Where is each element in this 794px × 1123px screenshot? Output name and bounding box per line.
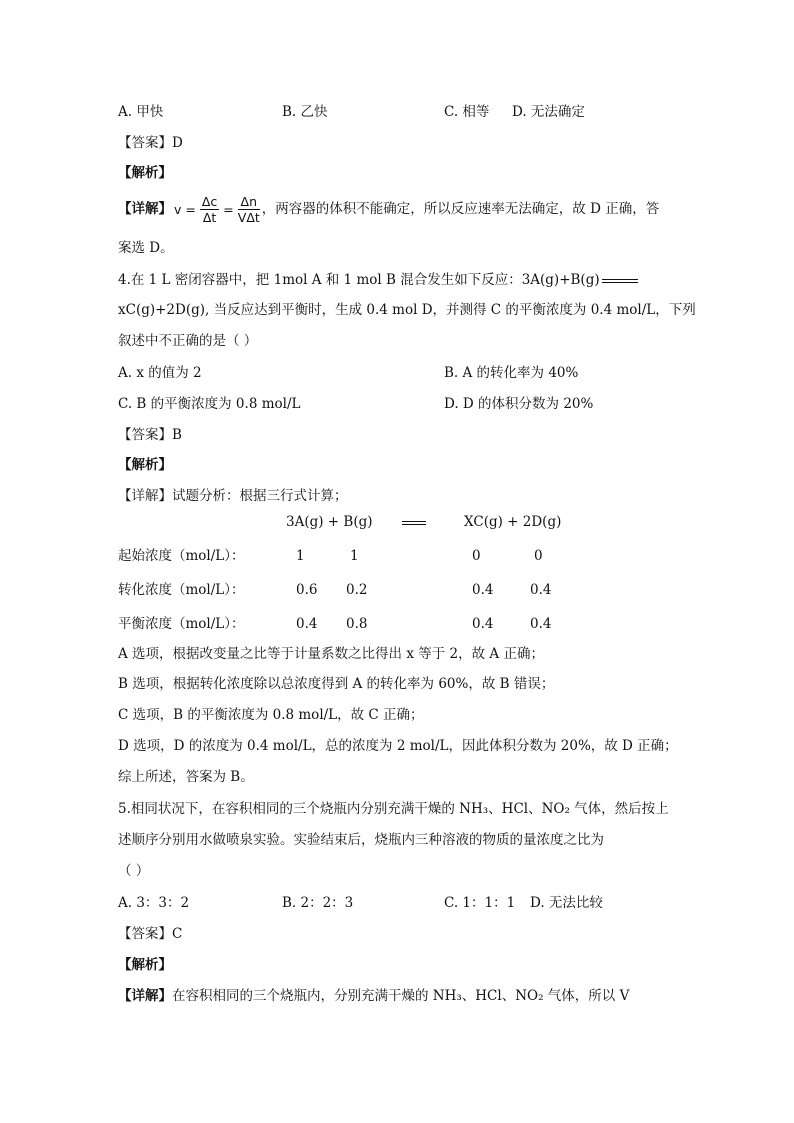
q5-stem-line2: 述顺序分别用水做喷泉实验。实验结束后，烧瓶内三种溶液的物质的量浓度之比为 [118,832,604,848]
row-eq-d: 0.4 [530,616,552,632]
row-eq-a: 0.4 [296,616,318,632]
formula-num-1: Δc [201,194,218,209]
q3-detail-line2: 案选 D。 [118,240,174,256]
row-eq-label: 平衡浓度（mol/L）： [118,616,245,632]
q5-option-a: A. 3：3：2 [118,895,190,911]
q4-stem-line2: xC(g)+2D(g), 当反应达到平衡时，生成 0.4 mol D，并测得 C 的平衡浓度为 0.4 mol/L，下列 [118,302,696,318]
formula-eq: = [223,201,234,217]
row-eq-b: 0.8 [346,616,368,632]
q4-option-c: C. B 的平衡浓度为 0.8 mol/L [118,396,301,412]
q4-line-b: B 选项，根据转化浓度除以总浓度得到 A 的转化率为 60%，故 B 错误； [118,676,555,692]
formula-den-1: Δt [202,210,217,225]
q3-option-d: D. 无法确定 [512,104,585,120]
q5-analysis-label: 【解析】 [118,957,172,973]
q5-detail-text: 在容积相同的三个烧瓶内，分别充满干燥的 NH₃、HCl、NO₂ 气体，所以 V [172,988,630,1004]
row-change-a: 0.6 [296,582,318,598]
row-change-c: 0.4 [472,582,494,598]
row-change-b: 0.2 [346,582,368,598]
eq-right: XC(g) + 2D(g) [464,514,562,530]
q3-option-a: A. 甲快 [118,104,164,120]
q5-option-c: C. 1：1：1 [444,895,516,911]
q5-detail-line [118,986,629,1006]
row-change-label: 转化浓度（mol/L）： [118,582,245,598]
row-start-c: 0 [472,548,481,564]
row-start-label: 起始浓度（mol/L）： [118,548,245,564]
q3-analysis-label: 【解析】 [118,165,172,181]
q4-line-a: A 选项，根据改变量之比等于计量系数之比得出 x 等于 2，故 A 正确； [118,646,544,662]
formula-frac-2 [238,194,260,225]
q4-stem-text1: 4.在 1 L 密闭容器中，把 1mol A 和 1 mol B 混合发生如下反应：3A(g)+B(g) [118,272,600,288]
formula-num-2: Δn [238,194,260,210]
q3-option-c: C. 相等 [444,104,490,120]
q3-answer: 【答案】D [118,135,183,151]
row-change-d: 0.4 [530,582,552,598]
eq-left: 3A(g) + B(g) [286,514,373,530]
q4-line-summary: 综上所述，答案为 B。 [118,769,254,785]
q5-stem-line3: （ ） [118,863,150,879]
q4-option-b: B. A 的转化率为 40% [444,365,579,381]
formula-v: v = [174,201,196,217]
q4-option-a: A. x 的值为 2 [118,365,202,381]
q3-detail-text: ，两容器的体积不能确定，所以反应速率无法确定，故 D 正确，答 [261,201,660,217]
q4-option-d: D. D 的体积分数为 20% [444,396,594,412]
eq-arrow-icon [402,518,426,528]
q5-stem-line1: 5.相同状况下，在容积相同的三个烧瓶内分别充满干燥的 NH₃、HCl、NO₂ 气体，然后按上 [118,801,669,817]
q5-option-d: D. 无法比较 [530,895,603,911]
q5-answer: 【答案】C [118,926,183,942]
q4-detail: 【详解】试题分析：根据三行式计算； [118,488,348,504]
equilibrium-arrow-icon [602,276,638,286]
row-eq-c: 0.4 [472,616,494,632]
q3-option-b: B. 乙快 [282,104,328,120]
q4-analysis-label: 【解析】 [118,457,172,473]
q4-answer: 【答案】B [118,427,182,443]
q4-line-c: C 选项，B 的平衡浓度为 0.8 mol/L，故 C 正确； [118,707,424,723]
q3-detail-label: 【详解】 [118,201,172,217]
q4-stem-line1 [118,270,638,290]
row-start-b: 1 [350,548,359,564]
q5-option-b: B. 2：2：3 [282,895,354,911]
formula-den-2: VΔt [237,210,260,225]
q5-detail-label: 【详解】 [118,988,172,1004]
q3-detail-line1 [118,192,659,227]
q4-stem-line3: 叙述中不正确的是（ ） [118,333,258,349]
q4-line-d: D 选项，D 的浓度为 0.4 mol/L，总的浓度为 2 mol/L，因此体积分数为 20%，故 D 正确； [118,738,678,754]
row-start-a: 1 [296,548,305,564]
formula-frac-1 [200,194,219,225]
row-start-d: 0 [534,548,543,564]
